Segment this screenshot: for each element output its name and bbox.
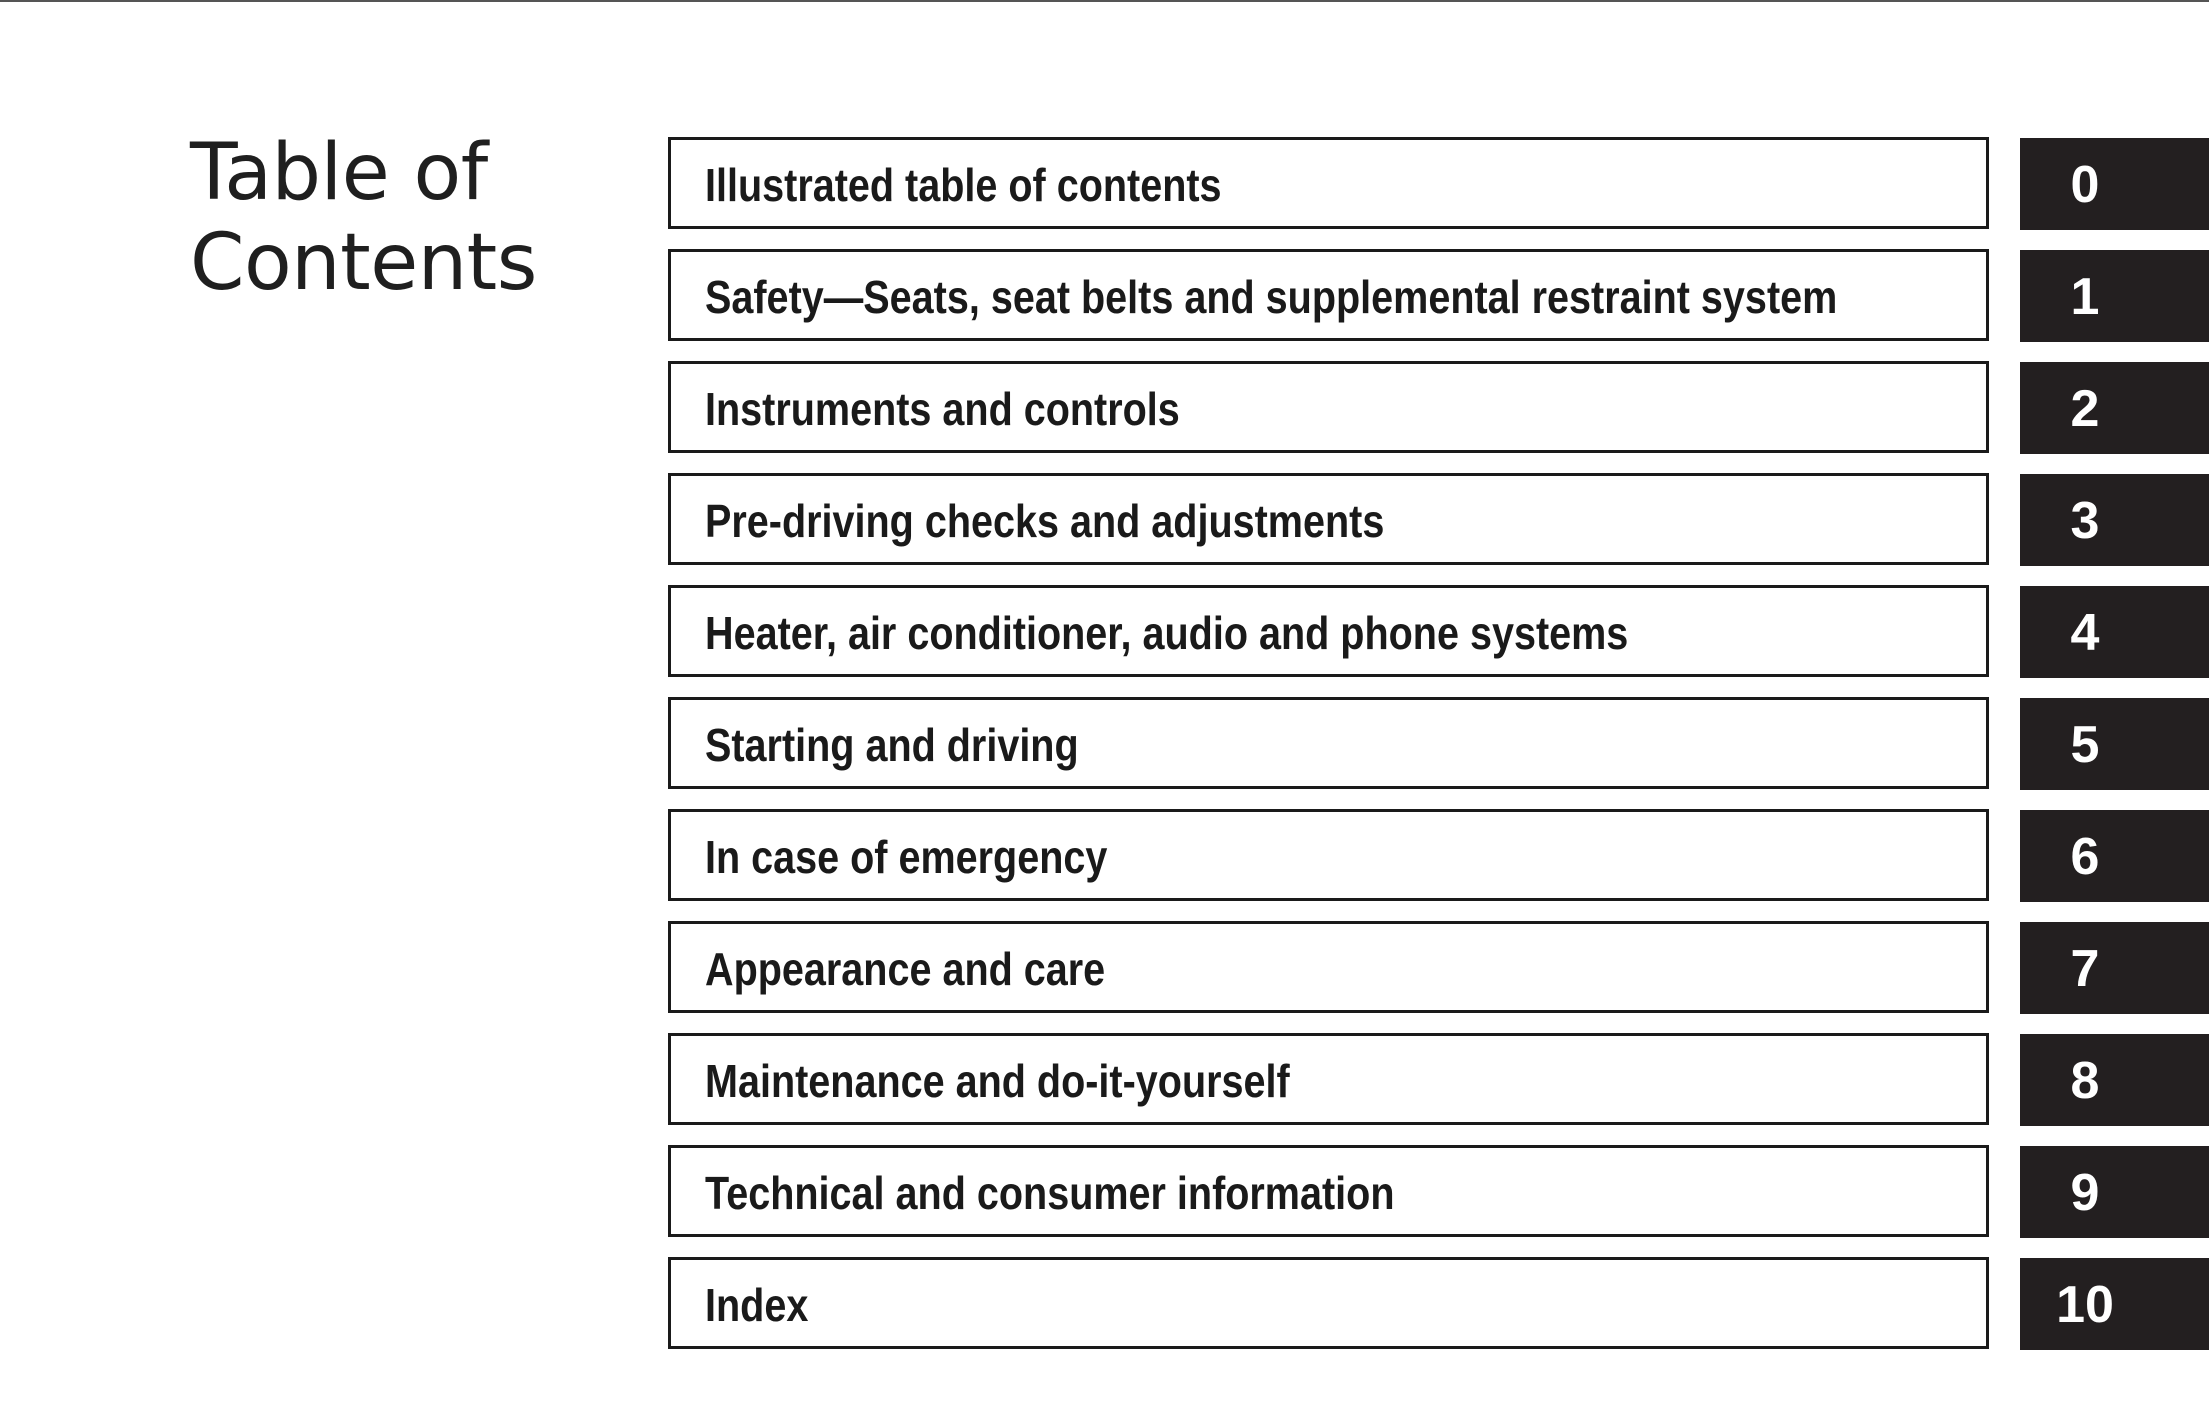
section-tab[interactable] bbox=[2020, 586, 2209, 678]
toc-entry-technical-consumer-info[interactable] bbox=[668, 1145, 2209, 1237]
section-number: 4 bbox=[2070, 604, 2100, 662]
toc-entry-box[interactable] bbox=[668, 361, 1989, 453]
toc-entry-starting-and-driving[interactable] bbox=[668, 697, 2209, 789]
toc-entry-box[interactable] bbox=[668, 473, 1989, 565]
section-number: 3 bbox=[2070, 492, 2100, 550]
section-number: 2 bbox=[2070, 380, 2100, 438]
toc-entry-label: Starting and driving bbox=[705, 719, 1079, 771]
toc-entry-box[interactable] bbox=[668, 1257, 1989, 1349]
toc-entry-label: Technical and consumer information bbox=[705, 1167, 1395, 1219]
section-tab[interactable] bbox=[2020, 922, 2209, 1014]
toc-entry-label: Illustrated table of contents bbox=[705, 159, 1222, 211]
page-title-line-1: Table of bbox=[190, 128, 488, 218]
toc-entry-safety[interactable] bbox=[668, 249, 2209, 341]
section-number: 6 bbox=[2070, 828, 2100, 886]
toc-entry-label: Maintenance and do-it-yourself bbox=[705, 1055, 1290, 1107]
toc-entry-label: Instruments and controls bbox=[705, 383, 1180, 435]
toc-entry-label: In case of emergency bbox=[705, 831, 1108, 883]
toc-entry-label: Index bbox=[705, 1279, 809, 1331]
section-tab[interactable] bbox=[2020, 362, 2209, 454]
toc-entry-index[interactable] bbox=[668, 1257, 2209, 1349]
toc-entry-pre-driving-checks[interactable] bbox=[668, 473, 2209, 565]
section-number: 9 bbox=[2070, 1164, 2100, 1222]
toc-entry-box[interactable] bbox=[668, 249, 1989, 341]
section-tab[interactable] bbox=[2020, 474, 2209, 566]
page-title bbox=[190, 128, 537, 308]
section-tab[interactable] bbox=[2020, 1258, 2209, 1350]
section-tab[interactable] bbox=[2020, 1146, 2209, 1238]
toc-entry-maintenance[interactable] bbox=[668, 1033, 2209, 1125]
toc-entry-heater-air-audio-phone[interactable] bbox=[668, 585, 2209, 677]
section-number: 5 bbox=[2070, 716, 2100, 774]
toc-entry-box[interactable] bbox=[668, 697, 1989, 789]
top-rule bbox=[0, 0, 2209, 2]
page-title-line-2: Contents bbox=[190, 218, 537, 308]
section-number: 7 bbox=[2070, 940, 2100, 998]
toc-entry-appearance-and-care[interactable] bbox=[668, 921, 2209, 1013]
toc-entry-box[interactable] bbox=[668, 585, 1989, 677]
section-number: 8 bbox=[2070, 1052, 2100, 1110]
toc-entry-instruments-and-controls[interactable] bbox=[668, 361, 2209, 453]
toc-entry-illustrated-table-of-contents[interactable] bbox=[668, 137, 2209, 229]
section-number: 10 bbox=[2056, 1276, 2114, 1334]
section-tab[interactable] bbox=[2020, 250, 2209, 342]
section-tab[interactable] bbox=[2020, 810, 2209, 902]
toc-entry-box[interactable] bbox=[668, 921, 1989, 1013]
section-number: 1 bbox=[2070, 268, 2100, 326]
toc-entry-label: Appearance and care bbox=[705, 943, 1106, 995]
toc-list bbox=[668, 137, 2209, 1369]
toc-entry-box[interactable] bbox=[668, 137, 1989, 229]
toc-entry-label: Safety—Seats, seat belts and supplemental restraint system bbox=[705, 271, 1838, 323]
section-number: 0 bbox=[2070, 156, 2100, 214]
toc-entry-in-case-of-emergency[interactable] bbox=[668, 809, 2209, 901]
toc-entry-box[interactable] bbox=[668, 1033, 1989, 1125]
toc-entry-box[interactable] bbox=[668, 1145, 1989, 1237]
section-tab[interactable] bbox=[2020, 138, 2209, 230]
toc-entry-label: Pre-driving checks and adjustments bbox=[705, 495, 1385, 547]
section-tab[interactable] bbox=[2020, 1034, 2209, 1126]
section-tab[interactable] bbox=[2020, 698, 2209, 790]
toc-entry-box[interactable] bbox=[668, 809, 1989, 901]
toc-entry-label: Heater, air conditioner, audio and phone systems bbox=[705, 607, 1629, 659]
